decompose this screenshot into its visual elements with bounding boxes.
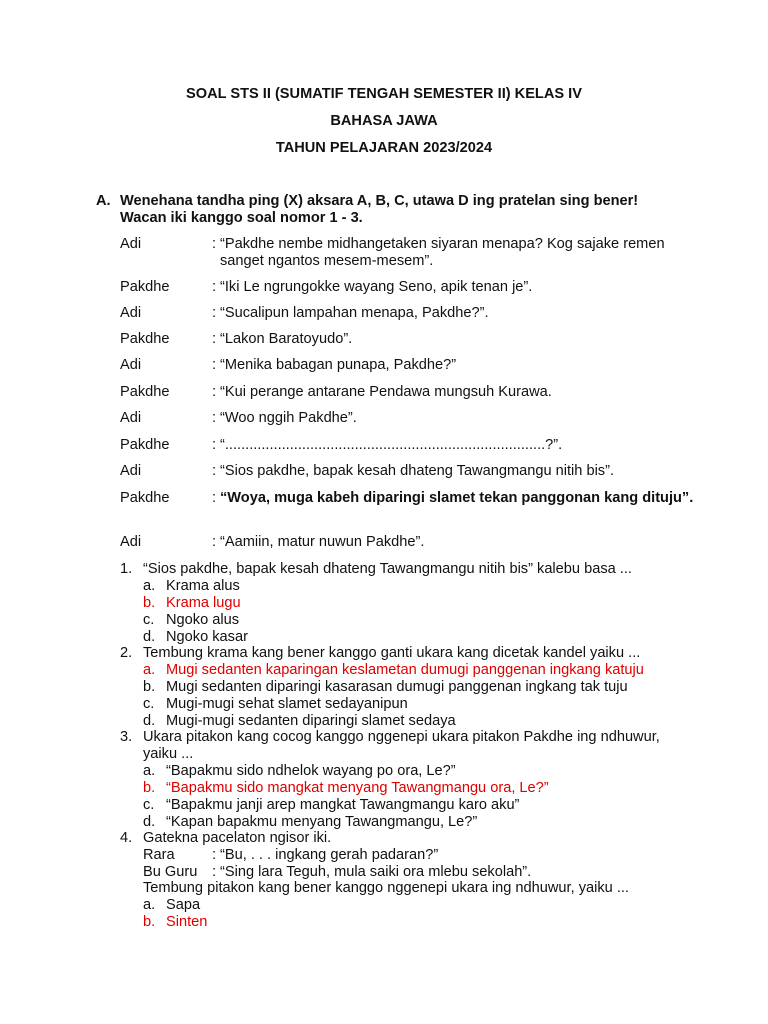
dialogue-speaker: Pakdhe — [120, 490, 170, 506]
option-letter-answer: b. — [143, 914, 156, 930]
option-text: Krama alus — [166, 578, 240, 594]
question-text-line-2: yaiku ... — [143, 746, 194, 762]
option-letter: c. — [143, 696, 155, 712]
option-text: Ngoko alus — [166, 612, 240, 628]
option-letter: c. — [143, 612, 155, 628]
dialogue-colon: : — [212, 463, 217, 479]
dialogue-text: “...............................................................................?”. — [220, 437, 563, 453]
sub-dialogue-speaker: Bu Guru — [143, 864, 198, 880]
dialogue-text: “Sucalipun lampahan menapa, Pakdhe?”. — [220, 305, 489, 321]
dialogue-speaker: Adi — [120, 534, 142, 550]
option-text-answer: Krama lugu — [166, 595, 241, 611]
option-text: Mugi-mugi sehat slamet sedayanipun — [166, 696, 408, 712]
sub-dialogue-colon: : — [212, 847, 217, 863]
option-letter: d. — [143, 713, 156, 729]
option-text: “Bapakmu sido ndhelok wayang po ora, Le?” — [166, 763, 456, 779]
dialogue-colon: : — [212, 490, 217, 506]
question-text: Gatekna pacelaton ngisor iki. — [143, 830, 332, 846]
option-text: Ngoko kasar — [166, 629, 248, 645]
question-text: “Sios pakdhe, bapak kesah dhateng Tawangmangu nitih bis” kalebu basa ... — [143, 561, 632, 577]
dialogue-colon: : — [212, 357, 217, 373]
question-number: 1. — [120, 561, 133, 577]
dialogue-speaker: Pakdhe — [120, 331, 170, 347]
school-year: TAHUN PELAJARAN 2023/2024 — [275, 140, 493, 156]
option-text-answer: Mugi sedanten kaparingan keslametan dumugi panggenan ingkang katuju — [166, 662, 644, 678]
option-text-answer: Sinten — [166, 914, 208, 930]
dialogue-colon: : — [212, 305, 217, 321]
dialogue-colon: : — [212, 384, 217, 400]
dialogue-colon: : — [212, 279, 217, 295]
option-text-answer: “Bapakmu sido mangkat menyang Tawangmangu ora, Le?” — [166, 780, 549, 796]
subject-title: BAHASA JAWA — [330, 113, 438, 129]
option-text: “Kapan bapakmu menyang Tawangmangu, Le?” — [166, 814, 478, 830]
dialogue-speaker: Adi — [120, 410, 142, 426]
sub-dialogue-text: “Sing lara Teguh, mula saiki ora mlebu sekolah”. — [220, 864, 532, 880]
option-letter: a. — [143, 763, 156, 779]
section-letter: A. — [96, 193, 111, 209]
question-text-line-1: Ukara pitakon kang cocog kanggo nggenepi ukara pitakon Pakdhe ing ndhuwur, — [143, 729, 660, 745]
exam-title: SOAL STS II (SUMATIF TENGAH SEMESTER II) KELAS IV — [186, 86, 582, 102]
question-number: 4. — [120, 830, 133, 846]
dialogue-speaker: Adi — [120, 463, 142, 479]
option-text: Sapa — [166, 897, 201, 913]
sub-dialogue-text: “Bu, . . . ingkang gerah padaran?” — [220, 847, 439, 863]
dialogue-speaker: Pakdhe — [120, 279, 170, 295]
dialogue-text: “Aamiin, matur nuwun Pakdhe”. — [220, 534, 425, 550]
option-letter: c. — [143, 797, 155, 813]
sub-dialogue-speaker: Rara — [143, 847, 175, 863]
dialogue-text: “Iki Le ngrungokke wayang Seno, apik tenan je”. — [220, 279, 533, 295]
option-text: Mugi-mugi sedanten diparingi slamet sedaya — [166, 713, 456, 729]
option-letter-answer: b. — [143, 595, 156, 611]
dialogue-colon: : — [212, 331, 217, 347]
option-letter: d. — [143, 814, 156, 830]
dialogue-text: “Sios pakdhe, bapak kesah dhateng Tawangmangu nitih bis”. — [220, 463, 615, 479]
instruction-line-2: Wacan iki kanggo soal nomor 1 - 3. — [120, 210, 363, 226]
option-letter: b. — [143, 679, 156, 695]
option-letter: d. — [143, 629, 156, 645]
dialogue-colon: : — [212, 410, 217, 426]
option-text: “Bapakmu janji arep mangkat Tawangmangu karo aku” — [166, 797, 520, 813]
dialogue-speaker: Pakdhe — [120, 384, 170, 400]
dialogue-speaker: Adi — [120, 305, 142, 321]
option-letter-answer: b. — [143, 780, 156, 796]
dialogue-text: “Lakon Baratoyudo”. — [220, 331, 353, 347]
option-letter: a. — [143, 897, 156, 913]
dialogue-speaker: Pakdhe — [120, 437, 170, 453]
option-letter-answer: a. — [143, 662, 156, 678]
dialogue-colon: : — [212, 236, 217, 252]
dialogue-colon: : — [212, 534, 217, 550]
dialogue-text: “Woo nggih Pakdhe”. — [220, 410, 357, 426]
question-text: Tembung krama kang bener kanggo ganti ukara kang dicetak kandel yaiku ... — [143, 645, 641, 661]
dialogue-text: “Pakdhe nembe midhangetaken siyaran menapa? Kog sajake remen sanget ngantos mesem-mesem”. — [220, 236, 665, 269]
question-prompt: Tembung pitakon kang bener kanggo nggenepi ukara ing ndhuwur, yaiku ... — [143, 880, 629, 896]
question-number: 2. — [120, 645, 133, 661]
dialogue-text: “Menika babagan punapa, Pakdhe?” — [220, 357, 457, 373]
section-instructions — [120, 193, 680, 227]
dialogue-speaker: Adi — [120, 236, 142, 252]
dialogue-speaker: Adi — [120, 357, 142, 373]
dialogue-colon: : — [212, 437, 217, 453]
dialogue-text-bold: “Woya, muga kabeh diparingi slamet tekan panggonan kang dituju”. — [220, 490, 694, 506]
sub-dialogue-colon: : — [212, 864, 217, 880]
dialogue-text: “Kui perange antarane Pendawa mungsuh Kurawa. — [220, 384, 552, 400]
option-text: Mugi sedanten diparingi kasarasan dumugi panggenan ingkang tak tuju — [166, 679, 628, 695]
question-number: 3. — [120, 729, 133, 745]
instruction-line-1: Wenehana tandha ping (X) aksara A, B, C, utawa D ing pratelan sing bener! — [120, 193, 639, 209]
option-letter: a. — [143, 578, 156, 594]
